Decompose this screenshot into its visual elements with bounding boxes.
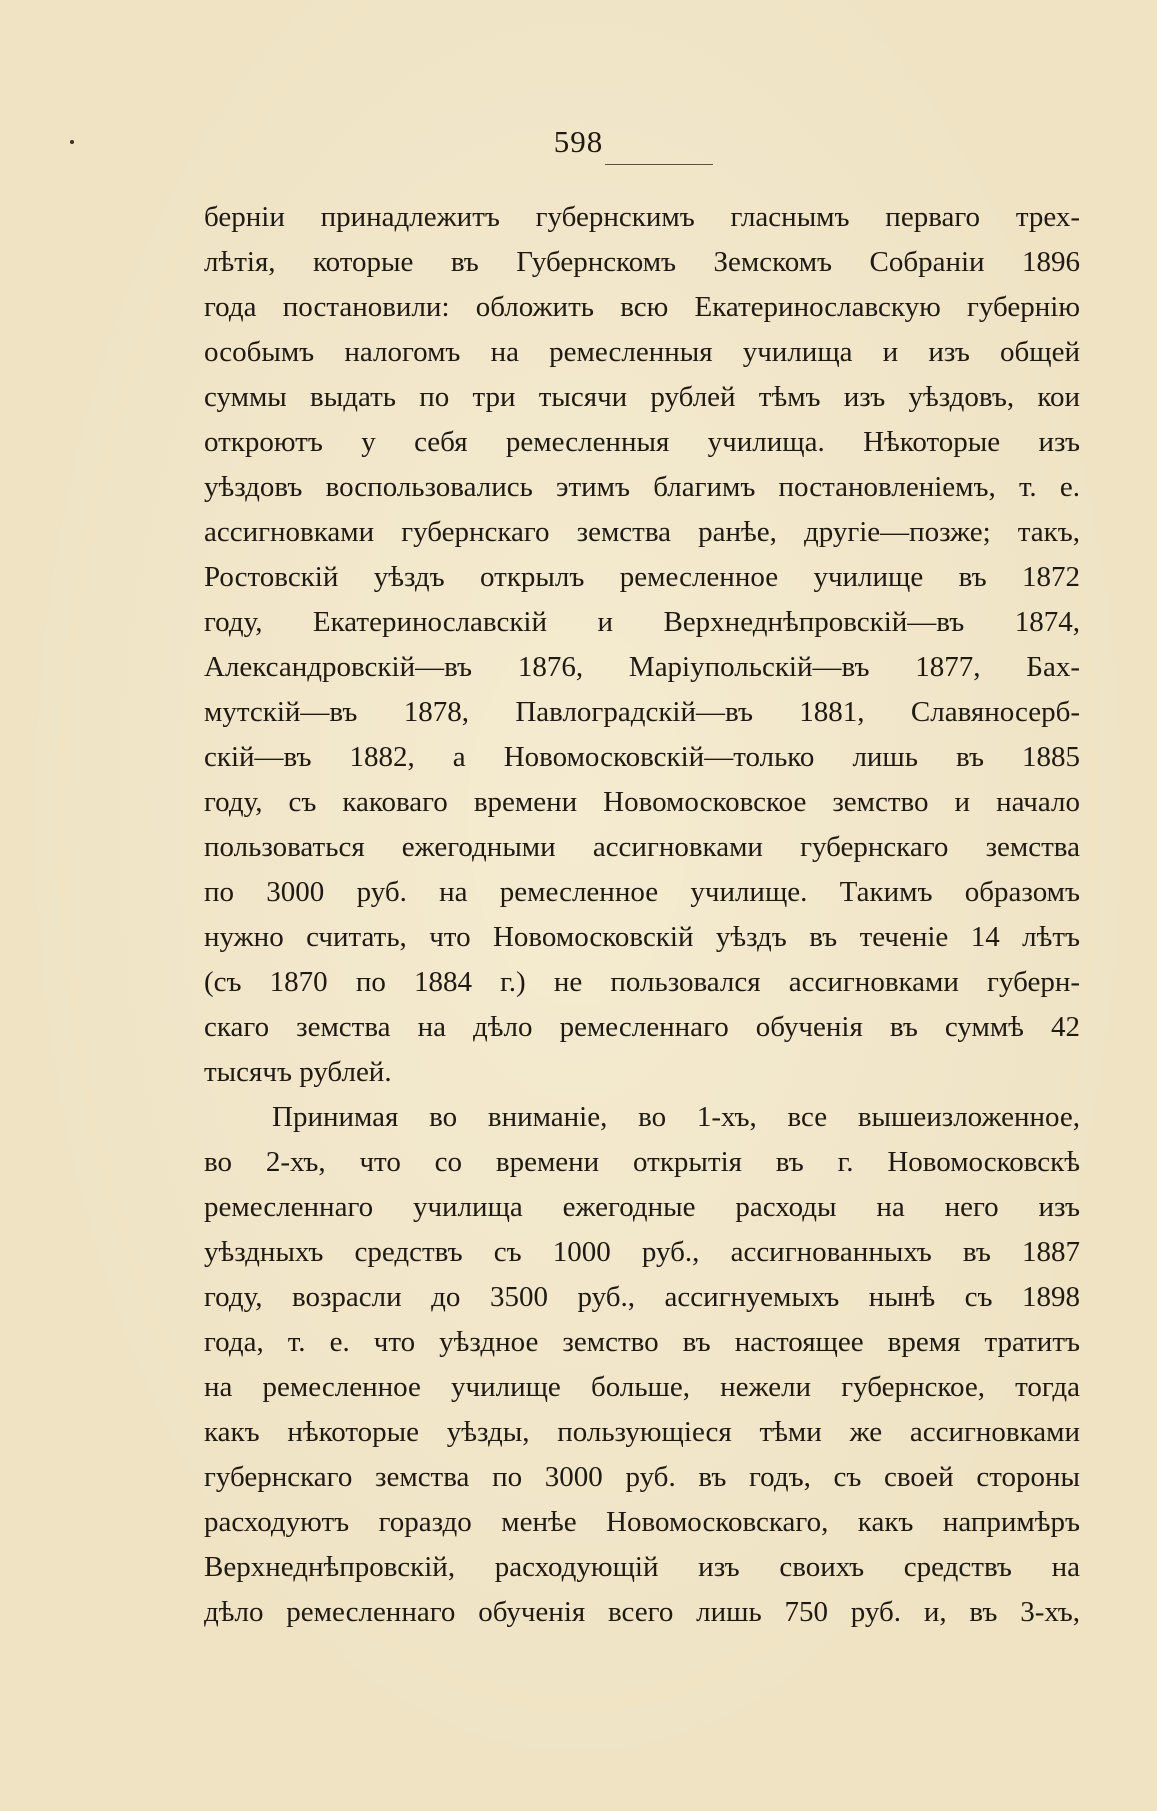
text-line: года, т. е. что уѣздное земство въ настоящее время тратитъ — [204, 1326, 1080, 1358]
text-line: особымъ налогомъ на ремесленныя училища и изъ общей — [204, 336, 1080, 368]
text-line: по 3000 руб. на ремесленное училище. Такимъ образомъ — [204, 876, 1080, 908]
text-line: году, Екатеринославскій и Верхнеднѣпровскій—въ 1874, — [204, 606, 1080, 638]
text-line: ремесленнаго училища ежегодные расходы на него изъ — [204, 1191, 1080, 1223]
text-line: году, возрасли до 3500 руб., ассигнуемыхъ нынѣ съ 1898 — [204, 1281, 1080, 1313]
text-line: губернскаго земства по 3000 руб. въ годъ, съ своей стороны — [204, 1461, 1080, 1493]
text-line: уѣздныхъ средствъ съ 1000 руб., ассигнованныхъ въ 1887 — [204, 1236, 1080, 1268]
text-line: берніи принадлежитъ губернскимъ гласнымъ перваго трех- — [204, 201, 1080, 233]
text-line: скій—въ 1882, а Новомосковскій—только лишь въ 1885 — [204, 741, 1080, 773]
text-line: пользоваться ежегодными ассигновками губернскаго земства — [204, 831, 1080, 863]
text-line: дѣло ремесленнаго обученія всего лишь 750 руб. и, въ 3-хъ, — [204, 1596, 1080, 1628]
text-line: ассигновками губернскаго земства ранѣе, другіе—позже; такъ, — [204, 516, 1080, 548]
text-line: года постановили: обложить всю Екатеринославскую губернію — [204, 291, 1080, 323]
text-line: расходуютъ гораздо менѣе Новомосковскаго, какъ напримѣръ — [204, 1506, 1080, 1538]
text-line: Верхнеднѣпровскій, расходующій изъ своихъ средствъ на — [204, 1551, 1080, 1583]
text-line: году, съ каковаго времени Новомосковское земство и начало — [204, 786, 1080, 818]
text-line: уѣздовъ воспользовались этимъ благимъ постановленіемъ, т. е. — [204, 471, 1080, 503]
body-text — [204, 195, 1080, 1635]
text-line: какъ нѣкоторые уѣзды, пользующіеся тѣми же ассигновками — [204, 1416, 1080, 1448]
text-line: Ростовскій уѣздъ открылъ ремесленное училище въ 1872 — [204, 561, 1080, 593]
text-line: нужно считать, что Новомосковскій уѣздъ въ теченіе 14 лѣтъ — [204, 921, 1080, 953]
page-number-rule — [605, 164, 713, 165]
text-line: скаго земства на дѣло ремесленнаго обученія въ суммѣ 42 — [204, 1011, 1080, 1043]
text-line: откроютъ у себя ремесленныя училища. Нѣкоторые изъ — [204, 426, 1080, 458]
text-line: суммы выдать по три тысячи рублей тѣмъ изъ уѣздовъ, кои — [204, 381, 1080, 413]
text-line: тысячъ рублей. — [204, 1056, 392, 1088]
text-line: лѣтія, которые въ Губернскомъ Земскомъ Собраніи 1896 — [204, 246, 1080, 278]
text-line: во 2-хъ, что со времени открытія въ г. Новомосковскѣ — [204, 1146, 1080, 1178]
text-line: Принимая во вниманіе, во 1-хъ, все вышеизложенное, — [272, 1101, 1080, 1133]
text-line: мутскій—въ 1878, Павлоградскій—въ 1881, Славяносерб- — [204, 696, 1080, 728]
text-line: Александровскій—въ 1876, Маріупольскій—въ 1877, Бах- — [204, 651, 1080, 683]
text-line: (съ 1870 по 1884 г.) не пользовался ассигновками губерн- — [204, 966, 1080, 998]
text-line: на ремесленное училище больше, нежели губернское, тогда — [204, 1371, 1080, 1403]
page-number: 598 — [553, 124, 604, 159]
